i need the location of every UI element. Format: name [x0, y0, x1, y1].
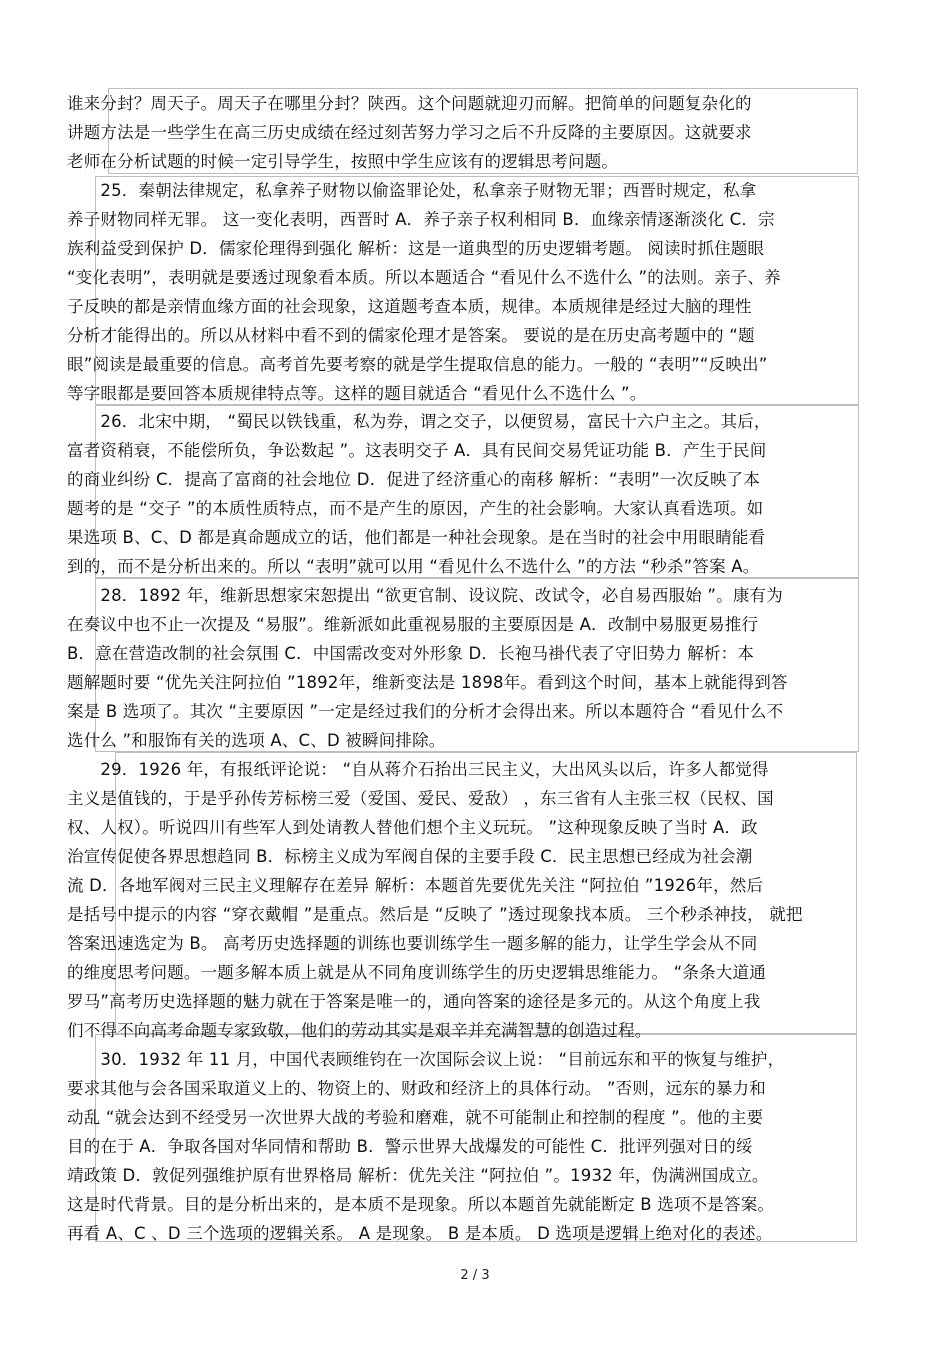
text-line: 权、人权）。听说四川有些军人到处请教人替他们想个主义玩玩。 ”这种现象反映了当时 A．政	[67, 818, 758, 837]
text-line: 30．1932 年 11 月，中国代表顾维钧在一次国际会议上说： “目前远东和平的恢复与维护，	[67, 1050, 785, 1069]
text-line: 是括号中提示的内容 “穿衣戴帽 ”是重点。然后是 “反映了 ”透过现象找本质。 三个秒杀神技， 就把	[67, 905, 803, 924]
text-line: 案是 B 选项了。其次 “主要原因 ”一定是经过我们的分析才会得出来。所以本题符合 “看见什么不	[67, 702, 784, 721]
text-line: 们不得不向高考命题专家致敬，他们的劳动其实是艰辛并充满智慧的创造过程。	[67, 1021, 652, 1040]
text-line: 治宣传促使各界思想趋同 B．标榜主义成为军阀自保的主要手段 C．民主思想已经成为社会潮	[67, 847, 753, 866]
text-line: 族利益受到保护 D．儒家伦理得到强化 解析：这是一道典型的历史逻辑考题。 阅读时抓住题眼	[67, 239, 765, 258]
text-line: 26．北宋中期， “蜀民以铁钱重，私为券，谓之交子，以便贸易，富民十六户主之。其后，	[67, 412, 771, 431]
text-line: 这是时代背景。目的是分析出来的，是本质不是现象。所以本题首先就能断定 B 选项不是答案。	[67, 1195, 775, 1214]
text-line: 答案迅速选定为 B。 高考历史选择题的训练也要训练学生一题多解的能力，让学生学会从不同	[67, 934, 758, 953]
text-line: 动乱 “就会达到不经受另一次世界大战的考验和磨难，就不可能制止和控制的程度 ”。他的主要	[67, 1108, 764, 1127]
text-line: 靖政策 D．敦促列强维护原有世界格局 解析：优先关注 “阿拉伯 ”。1932 年，伪满洲国成立。	[67, 1166, 769, 1185]
text-line: 再看 A、C 、D 三个选项的逻辑关系。 A 是现象。 B 是本质。 D 选项是逻辑上绝对化的表述。	[67, 1224, 773, 1243]
text-line: 子反映的都是亲情血缘方面的社会现象，这道题考查本质，规律。本质规律是经过大脑的理性	[67, 297, 752, 316]
text-line: 富者资稍衰，不能偿所负，争讼数起 ”。这表明交子 A．具有民间交易凭证功能 B．产生于民间	[67, 441, 767, 460]
text-line: 题考的是 “交子 ”的本质性质特点，而不是产生的原因，产生的社会影响。大家认真看选项。如	[67, 499, 764, 518]
text-line: 到的，而不是分析出来的。所以 “表明”就可以用 “看见什么不选什么 ”的方法 “秒杀”答案 A。	[67, 557, 760, 576]
text-line: 选什么 ”和服饰有关的选项 A、C、D 被瞬间排除。	[67, 731, 446, 750]
text-line: 目的在于 A．争取各国对华同情和帮助 B．警示世界大战爆发的可能性 C．批评列强对日的绥	[67, 1137, 753, 1156]
text-line: 罗马”高考历史选择题的魅力就在于答案是唯一的，通向答案的途径是多元的。从这个角度上我	[67, 992, 761, 1011]
text-line: 分析才能得出的。所以从材料中看不到的儒家伦理才是答案。 要说的是在历史高考题中的 “题	[67, 326, 755, 345]
text-line: B．意在营造改制的社会氛围 C．中国需改变对外形象 D．长袍马褂代表了守旧势力 解析：本	[67, 644, 755, 663]
text-line: 题解题时要 “优先关注阿拉伯 ”1892年，维新变法是 1898年。看到这个时间，基本上就能得到答	[67, 673, 788, 692]
text-line: 要求其他与会各国采取道义上的、物资上的、财政和经济上的具体行动。 ”否则，远东的暴力和	[67, 1079, 766, 1098]
text-line: 老师在分析试题的时候一定引导学生，按照中学生应该有的逻辑思考问题。	[67, 152, 619, 171]
text-line: “变化表明”，表明就是要透过现象看本质。所以本题适合 “看见什么不选什么 ”的法则。亲子、养	[67, 268, 781, 287]
page-number: 2 / 3	[460, 1268, 490, 1283]
text-line: 讲题方法是一些学生在高三历史成绩在经过刻苦努力学习之后不升反降的主要原因。这就要求	[67, 123, 752, 142]
text-line: 25．秦朝法律规定，私拿养子财物以偷盗罪论处，私拿亲子财物无罪；西晋时规定，私拿	[67, 181, 757, 200]
text-line: 等字眼都是要回答本质规律特点等。这样的题目就适合 “看见什么不选什么 ”。	[67, 384, 647, 403]
text-line: 谁来分封？周天子。周天子在哪里分封？陕西。这个问题就迎刃而解。把简单的问题复杂化的	[67, 94, 752, 113]
text-line: 眼”阅读是最重要的信息。高考首先要考察的就是学生提取信息的能力。一般的 “表明”“反映出”	[67, 355, 768, 374]
text-line: 流 D．各地军阀对三民主义理解存在差异 解析：本题首先要优先关注 “阿拉伯 ”1926年，然后	[67, 876, 764, 895]
text-line: 养子财物同样无罪。 这一变化表明，西晋时 A．养子亲子权利相同 B．血缘亲情逐渐淡化 C．宗	[67, 210, 775, 229]
text-line: 28．1892 年，维新思想家宋恕提出 “欲更官制、设议院、改试令，必自易西服始 ”。康有为	[67, 586, 783, 605]
text-line: 29．1926 年，有报纸评论说： “自从蒋介石抬出三民主义，大出风头以后，许多人都觉得	[67, 760, 769, 779]
text-line: 的商业纠纷 C．提高了富商的社会地位 D．促进了经济重心的南移 解析：“表明”一次反映了本	[67, 470, 761, 489]
text-line: 果选项 B、C、D 都是真命题成立的话，他们都是一种社会现象。是在当时的社会中用眼睛能看	[67, 528, 766, 547]
text-line: 在奏议中也不止一次提及 “易服”。维新派如此重视易服的主要原因是 A．改制中易服更易推行	[67, 615, 759, 634]
text-line: 的维度思考问题。一题多解本质上就是从不同角度训练学生的历史逻辑思维能力。 “条条大道通	[67, 963, 766, 982]
text-line: 主义是值钱的，于是乎孙传芳标榜三爱（爱国、爱民、爱敌） ，东三省有人主张三权（民权、国	[67, 789, 774, 808]
